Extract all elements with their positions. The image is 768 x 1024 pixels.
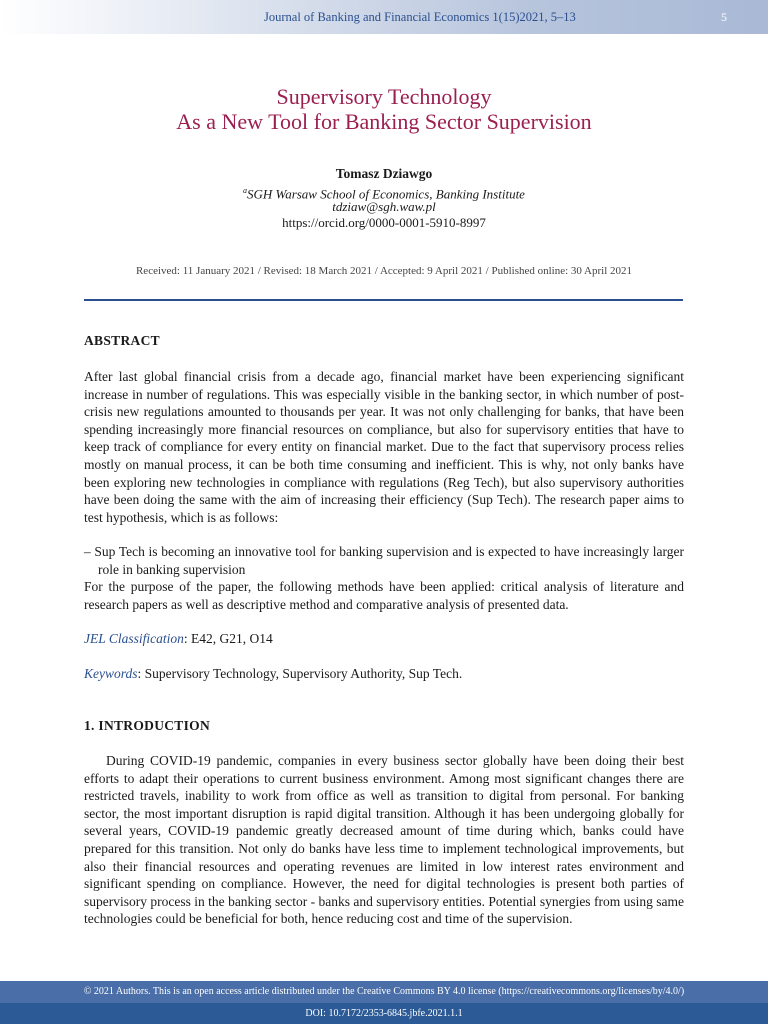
publication-dates: Received: 11 January 2021 / Revised: 18 March 2021 / Accepted: 9 April 2021 / Published online: 30 April 2021 [135,265,633,277]
keywords-label: Keywords [84,666,138,681]
header-divider [84,299,683,301]
jel-label: JEL Classification [84,631,184,646]
author-orcid[interactable]: https://orcid.org/0000-0001-5910-8997 [282,215,486,230]
abstract-methods: For the purpose of the paper, the following methods have been applied: critical analysis of literature and research papers as well as descriptive method and comparative analysis of presented data. [84,579,684,612]
license-text[interactable]: © 2021 Authors. This is an open access article distributed under the Creative Commons BY 4.0 license (https://creativecommons.org/licenses/by/4.0/) [83,986,685,997]
title-line-1: Supervisory Technology [276,84,492,109]
author-name: Tomasz Dziawgo [335,166,433,181]
jel-value: : E42, G21, O14 [183,631,273,646]
keywords [84,666,462,682]
introduction-text: During COVID-19 pandemic, companies in every business sector globally have been doing their best efforts to adapt their operations to current business environment. Among most significant changes there are restricted travels, inability to work from office as well as transition to digital from personal. For banking sector, the most important disruption is rapid digital transition. Although it has been undergoing globally for several years, COVID-19 pandemic greatly decreased amount of time during which, banks could have prepared for this transition. Not only do banks have less time to implement technological improvements, but also their financial resources and operating revenues are limited in low interest rates environment and significant spending on compliance. However, the need for digital technologies is present both parties of supervisory process in the banking sector - banks and supervisory entities. Potential synergies from using same technologies could be beneficial for both, hence reducing cost and time of the supervision. [84,753,684,927]
abstract-text: After last global financial crisis from a decade ago, financial market have been experiencing significant increase in number of regulations. This was especially visible in the banking sector, in which number of post-crisis new regulations amounted to thousands per year. It was not only challenging for banks, that have been spending increasingly more financial resources on compliance, but also for supervisory entities that have to keep track of compliance for every entity on financial market. Due to the fact that supervisory process relies mostly on manual process, it can be both time consuming and inefficient. This is why, not only banks have been exploring new technologies in compliance with regulations (Reg Tech), but also supervisory authorities have been doing the same with the aim of increasing their efficiency (Sup Tech). The research paper aims to test hypothesis, which is as follows: [84,369,684,525]
paper-title [0,84,768,134]
introduction-heading: 1. INTRODUCTION [84,718,211,733]
jel-classification [84,631,273,647]
abstract-heading: ABSTRACT [84,333,160,348]
doi-text[interactable]: DOI: 10.7172/2353-6845.jbfe.2021.1.1 [305,1008,463,1019]
keywords-value: : Supervisory Technology, Supervisory Authority, Sup Tech. [137,666,463,681]
journal-name: Journal of Banking and Financial Economics 1(15)2021, 5–13 [264,10,576,24]
author-email[interactable]: tdziaw@sgh.waw.pl [332,199,436,214]
affiliation-superscript: a [243,186,248,195]
affiliation-text: SGH Warsaw School of Economics, Banking Institute [247,186,525,202]
title-line-2: As a New Tool for Banking Sector Supervision [176,109,592,134]
hypothesis-bullet: – Sup Tech is becoming an innovative tool for banking supervision and is expected to have increasingly larger role in banking supervision [84,544,684,577]
page-number: 5 [721,10,727,24]
